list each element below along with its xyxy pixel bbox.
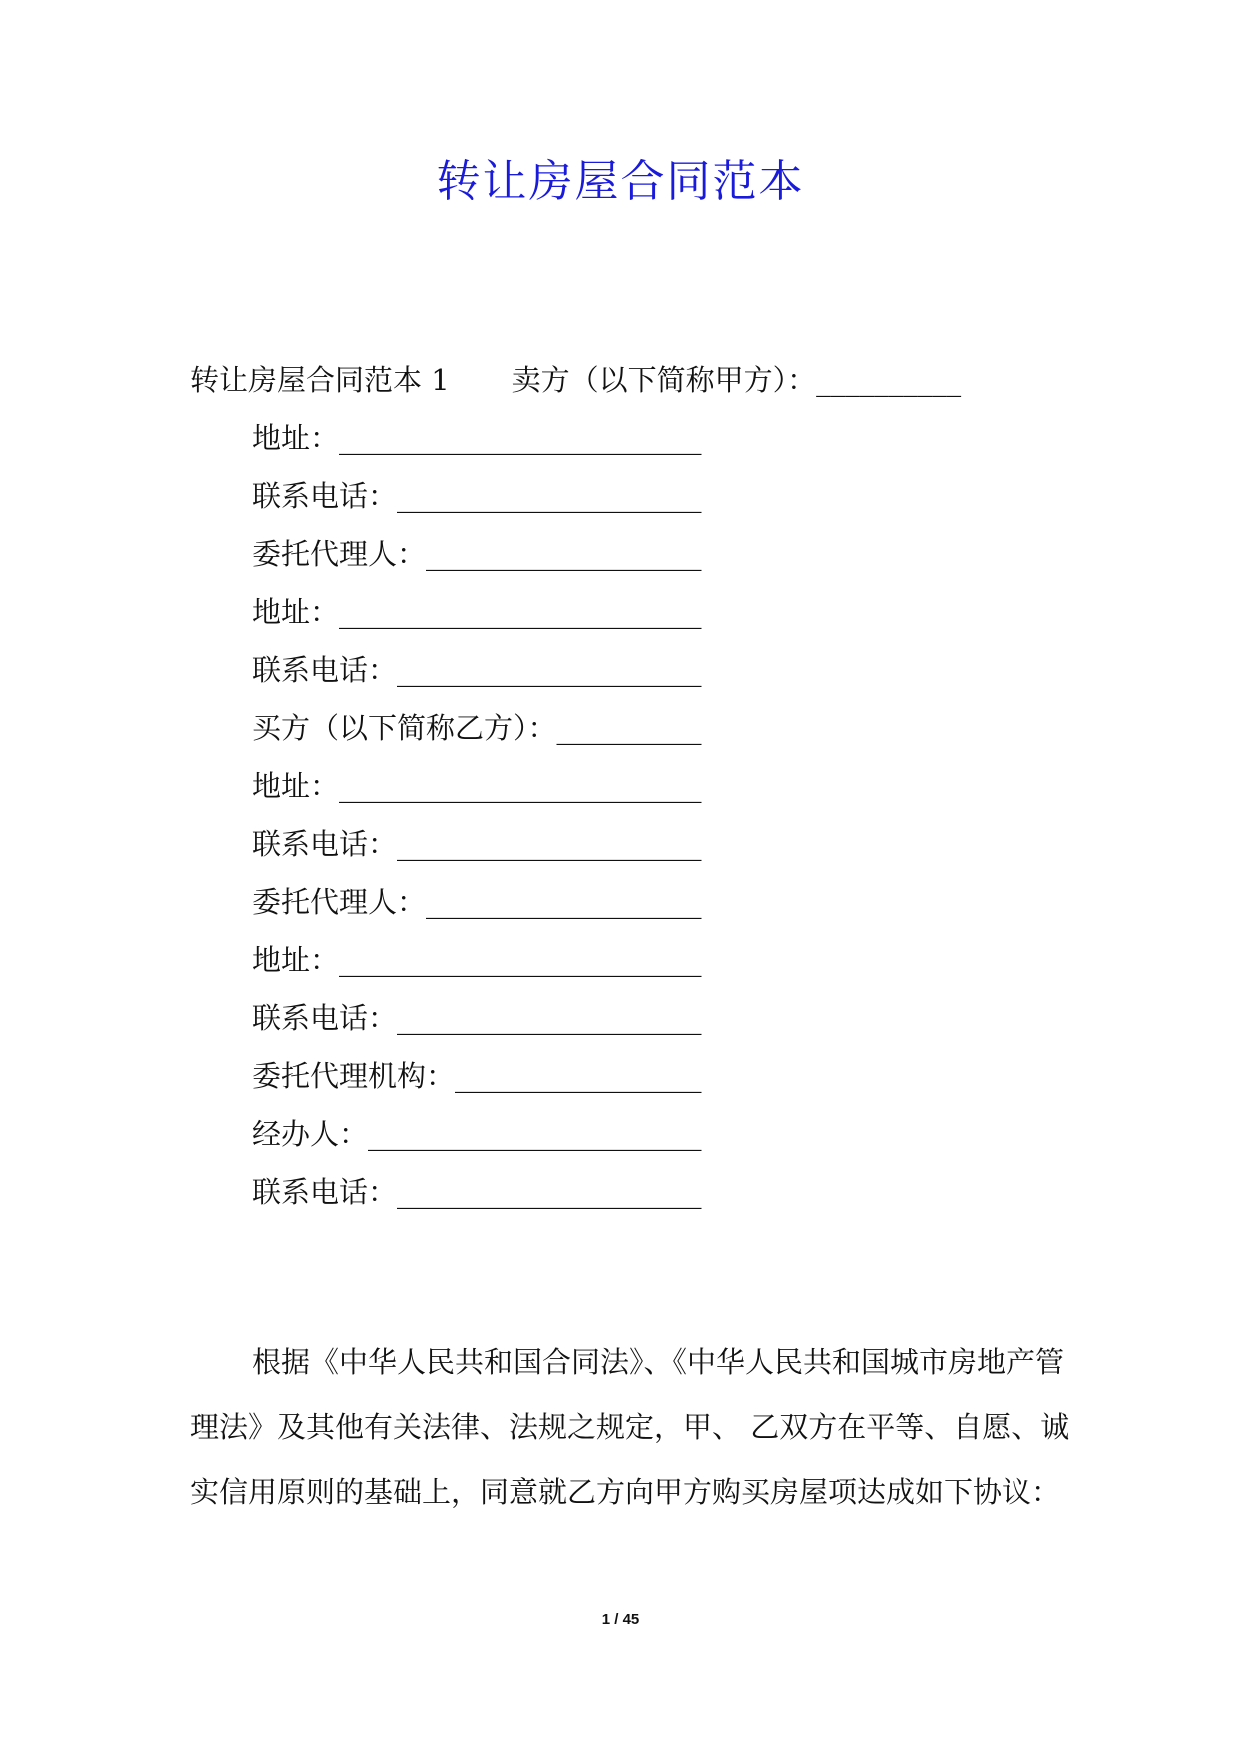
contract-header-line	[190, 360, 961, 400]
seller-field: 卖方（以下简称甲方）：__________	[511, 363, 962, 397]
seller-agent-field: 委托代理人：___________________	[252, 537, 702, 571]
contract-heading: 转让房屋合同范本 1	[190, 363, 450, 397]
seller-agent-address-field: 地址：_________________________	[252, 595, 702, 629]
seller-address-field: 地址：_________________________	[252, 421, 702, 455]
contract-preamble-paragraph: 根据《中华人民共和国合同法》、《中华人民共和国城市房地产管理法》及其他有关法律、法规之规定，甲、 乙双方在平等、自愿、诚实信用原则的基础上，同意就乙方向甲方购买房屋项达成如下协议：	[190, 1345, 1070, 1509]
buyer-address-field: 地址：_________________________	[252, 769, 702, 803]
document-title: 转让房屋合同范本	[436, 156, 805, 207]
page-number: 1 / 45	[601, 1611, 640, 1628]
buyer-agent-phone-field: 联系电话：_____________________	[252, 1001, 702, 1035]
seller-agent-phone-field: 联系电话：_____________________	[252, 653, 702, 687]
handler-phone-field: 联系电话：_____________________	[252, 1175, 702, 1209]
buyer-agent-field: 委托代理人：___________________	[252, 885, 702, 919]
buyer-field: 买方（以下简称乙方）：__________	[252, 711, 702, 745]
agency-field: 委托代理机构：_________________	[252, 1059, 702, 1093]
buyer-phone-field: 联系电话：_____________________	[252, 827, 702, 861]
buyer-agent-address-field: 地址：_________________________	[252, 943, 702, 977]
handler-field: 经办人：_______________________	[252, 1117, 702, 1151]
seller-phone-field: 联系电话：_____________________	[252, 479, 702, 513]
